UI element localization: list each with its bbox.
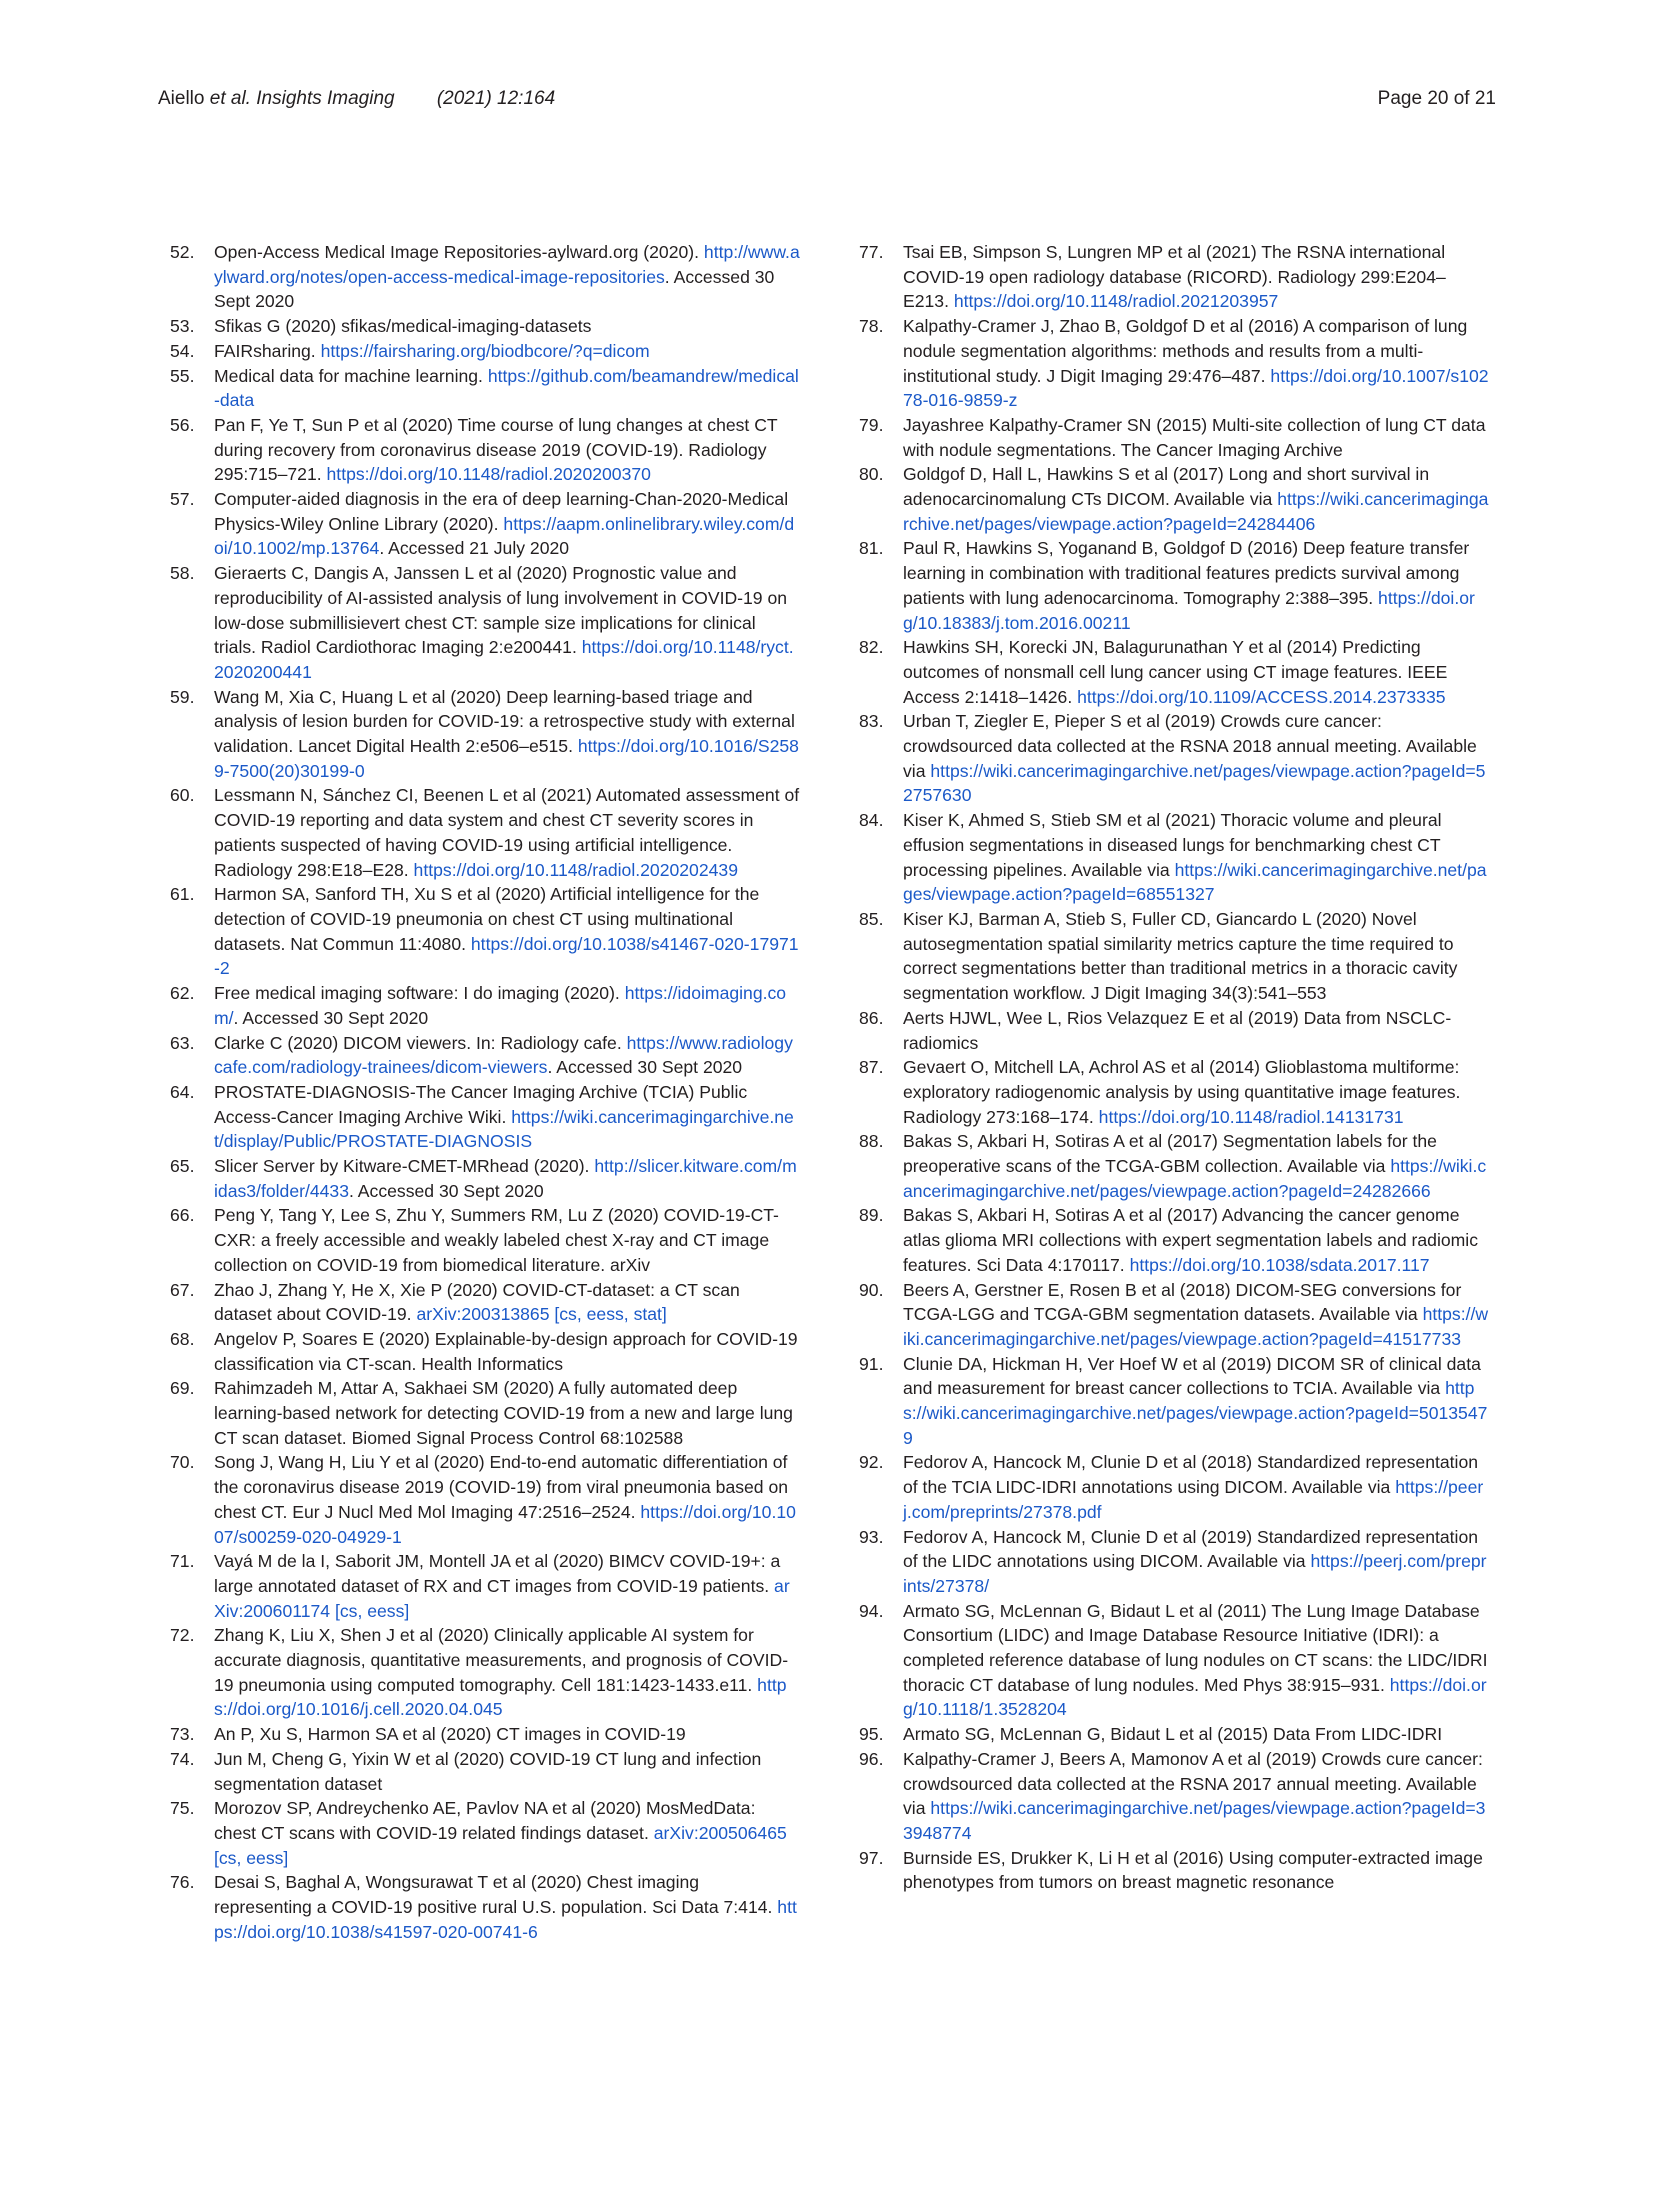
- reference-number: 86.: [859, 1007, 884, 1028]
- reference-text: Bakas S, Akbari H, Sotiras A et al (2017) Advancing the cancer genome atlas glioma MRI collections with expert segmentation labels and radiomic features. Sci Data 4:170117.: [903, 1205, 1479, 1275]
- reference-item: [859, 635, 1489, 709]
- reference-link[interactable]: https://doi.org/10.1038/s41597-020-00741-6: [214, 1897, 797, 1942]
- reference-number: 93.: [859, 1526, 884, 1547]
- reference-item: [170, 339, 800, 364]
- reference-link[interactable]: https://doi.org/10.1118/1.3528204: [903, 1674, 1487, 1720]
- reference-link[interactable]: https://doi.org/10.1109/ACCESS.2014.2373335: [1077, 686, 1446, 707]
- reference-suffix: . Accessed 30 Sept 2020: [214, 266, 775, 312]
- reference-link[interactable]: https://wiki.cancerimagingarchive.net/pages/viewpage.action?pageId=52757630: [903, 760, 1486, 806]
- reference-number: 70.: [170, 1452, 195, 1473]
- reference-text: Gevaert O, Mitchell LA, Achrol AS et al (2014) Glioblastoma multiforme: exploratory radiogenomic analysis by using quantitative image features. Radiology 273:168–174.: [903, 1057, 1461, 1127]
- reference-text: Gieraerts C, Dangis A, Janssen L et al (2020) Prognostic value and reproducibility of AI-assisted analysis of lung involvement in COVID-19 on low-dose submillisievert chest CT: sample size implications for clinical trials. Radiol Cardiothorac Imaging 2:e200441.: [214, 563, 788, 658]
- reference-text: Computer-aided diagnosis in the era of deep learning-Chan-2020-Medical Physics-Wiley Online Library (2020).: [214, 489, 789, 534]
- reference-item: [859, 709, 1489, 808]
- reference-suffix: . Accessed 21 July 2020: [379, 538, 570, 559]
- reference-number: 66.: [170, 1205, 195, 1226]
- reference-link[interactable]: https://doi.org/10.1148/radiol.2020200370: [326, 464, 651, 485]
- reference-link[interactable]: https://fairsharing.org/biodbcore/?q=dicom: [320, 340, 650, 361]
- reference-text: Song J, Wang H, Liu Y et al (2020) End-to-end automatic differentiation of the coronavirus disease 2019 (COVID-19) from viral pneumonia based on chest CT. Eur J Nucl Med Mol Imaging 47:2516–2524.: [214, 1452, 789, 1522]
- reference-link[interactable]: https://doi.org/10.1148/radiol.14131731: [1098, 1106, 1404, 1127]
- reference-link[interactable]: arXiv:200601174 [cs, eess]: [214, 1575, 790, 1621]
- reference-number: 58.: [170, 563, 195, 584]
- reference-number: 52.: [170, 242, 195, 262]
- reference-number: 74.: [170, 1748, 195, 1769]
- reference-number: 72.: [170, 1625, 195, 1646]
- reference-text: Zhao J, Zhang Y, He X, Xie P (2020) COVID-CT-dataset: a CT scan dataset about COVID-19.: [214, 1279, 740, 1325]
- reference-item: [170, 314, 800, 339]
- reference-text: Jun M, Cheng G, Yixin W et al (2020) COVID-19 CT lung and infection segmentation dataset: [214, 1748, 762, 1794]
- reference-link[interactable]: https://aapm.onlinelibrary.wiley.com/doi/10.1002/mp.13764: [214, 513, 795, 559]
- reference-link[interactable]: https://idoimaging.com/: [214, 983, 787, 1028]
- reference-text: Peng Y, Tang Y, Lee S, Zhu Y, Summers RM, Lu Z (2020) COVID-19-CT-CXR: a freely accessible and weakly labeled chest X-ray and CT image collection on COVID-19 from biomedical literature. arXiv: [214, 1205, 779, 1275]
- reference-item: [170, 1722, 800, 1747]
- reference-text: Morozov SP, Andreychenko AE, Pavlov NA et al (2020) MosMedData: chest CT scans with COVID-19 related findings dataset.: [214, 1798, 756, 1843]
- reference-item: [859, 1747, 1489, 1846]
- reference-text: Goldgof D, Hall L, Hawkins S et al (2017) Long and short survival in adenocarcinomalung CTs DICOM. Available via: [903, 464, 1430, 510]
- reference-number: 92.: [859, 1452, 884, 1473]
- reference-link[interactable]: arXiv:200506465 [cs, eess]: [214, 1823, 787, 1868]
- reference-number: 81.: [859, 538, 884, 559]
- reference-number: 88.: [859, 1131, 884, 1152]
- reference-number: 57.: [170, 489, 195, 510]
- reference-link[interactable]: https://doi.org/10.1038/s41467-020-17971-2: [214, 933, 799, 979]
- header-volume: (2021) 12:164: [436, 88, 556, 109]
- header-etal: et al.: [209, 88, 251, 109]
- reference-link[interactable]: https://doi.org/10.1016/S2589-7500(20)30199-0: [214, 736, 799, 781]
- reference-number: 97.: [859, 1847, 884, 1868]
- reference-number: 55.: [170, 365, 195, 386]
- reference-text: Burnside ES, Drukker K, Li H et al (2016) Using computer-extracted image phenotypes from tumors on breast magnetic resonance: [903, 1847, 1483, 1893]
- reference-item: [170, 561, 800, 685]
- reference-number: 64.: [170, 1081, 195, 1102]
- reference-number: 90.: [859, 1279, 884, 1300]
- reference-item: [170, 1747, 800, 1796]
- reference-item: [170, 783, 800, 882]
- reference-text: Free medical imaging software: I do imaging (2020).: [214, 983, 625, 1004]
- reference-text: Desai S, Baghal A, Wongsurawat T et al (2020) Chest imaging representing a COVID-19 positive rural U.S. population. Sci Data 7:414.: [214, 1872, 778, 1918]
- reference-text: Urban T, Ziegler E, Pieper S et al (2019) Crowds cure cancer: crowdsourced data collected at the RSNA 2018 annual meeting. Available via: [903, 711, 1477, 781]
- reference-item: [859, 240, 1489, 314]
- reference-item: [859, 1278, 1489, 1352]
- reference-number: 65.: [170, 1156, 195, 1177]
- reference-number: 95.: [859, 1724, 884, 1745]
- reference-item: [170, 1796, 800, 1870]
- reference-number: 91.: [859, 1353, 884, 1374]
- reference-link[interactable]: https://www.radiologycafe.com/radiology-trainees/dicom-viewers: [214, 1032, 793, 1078]
- reference-link[interactable]: https://wiki.cancerimagingarchive.net/display/Public/PROSTATE-DIAGNOSIS: [214, 1106, 794, 1152]
- reference-item: [859, 1450, 1489, 1524]
- reference-item: [170, 981, 800, 1030]
- reference-item: [170, 1154, 800, 1203]
- reference-link[interactable]: http://slicer.kitware.com/midas3/folder/4433: [214, 1156, 797, 1201]
- reference-item: [859, 1129, 1489, 1203]
- reference-item: [859, 462, 1489, 536]
- running-title: [158, 88, 555, 110]
- reference-link[interactable]: https://wiki.cancerimagingarchive.net/pages/viewpage.action?pageId=24282666: [903, 1156, 1487, 1201]
- reference-item: [170, 1376, 800, 1450]
- reference-text: Zhang K, Liu X, Shen J et al (2020) Clinically applicable AI system for accurate diagnosis, quantitative measurements, and prognosis of COVID-19 pneumonia using computed tomography. Cell 181:1423-1433.e11.: [214, 1625, 789, 1695]
- reference-number: 78.: [859, 316, 884, 337]
- reference-number: 60.: [170, 785, 195, 806]
- reference-suffix: . Accessed 30 Sept 2020: [233, 1007, 429, 1028]
- reference-text: Vayá M de la I, Saborit JM, Montell JA et al (2020) BIMCV COVID-19+: a large annotated dataset of RX and CT images from COVID-19 patients.: [214, 1551, 781, 1596]
- reference-number: 79.: [859, 414, 884, 435]
- reference-text: Clarke C (2020) DICOM viewers. In: Radiology cafe.: [214, 1032, 627, 1053]
- reference-number: 87.: [859, 1057, 884, 1078]
- reference-number: 59.: [170, 686, 195, 707]
- reference-item: [859, 1055, 1489, 1129]
- header-journal: Insights Imaging: [256, 88, 395, 109]
- reference-text: Fedorov A, Hancock M, Clunie D et al (2018) Standardized representation of the TCIA LIDC-IDRI annotations using DICOM. Available via: [903, 1452, 1479, 1498]
- reference-text: Open-Access Medical Image Repositories-aylward.org (2020).: [214, 242, 704, 262]
- reference-suffix: . Accessed 30 Sept 2020: [547, 1057, 743, 1078]
- reference-link[interactable]: https://doi.org/10.1148/ryct.2020200441: [214, 637, 794, 682]
- reference-number: 56.: [170, 414, 195, 435]
- reference-number: 76.: [170, 1872, 195, 1893]
- reference-item: [170, 1080, 800, 1154]
- reference-text: Hawkins SH, Korecki JN, Balagurunathan Y et al (2014) Predicting outcomes of nonsmall cell lung cancer using CT image features. IEEE Access 2:1418–1426.: [903, 637, 1448, 707]
- reference-item: [170, 413, 800, 487]
- reference-item: [859, 907, 1489, 1006]
- reference-number: 96.: [859, 1748, 884, 1769]
- reference-link[interactable]: https://doi.org/10.1007/s00259-020-04929-1: [214, 1501, 796, 1547]
- reference-item: [170, 1327, 800, 1376]
- reference-item: [170, 487, 800, 561]
- reference-text: Medical data for machine learning.: [214, 365, 488, 386]
- reference-item: [859, 1525, 1489, 1599]
- reference-text: PROSTATE-DIAGNOSIS-The Cancer Imaging Archive (TCIA) Public Access-Cancer Imaging Archive Wiki.: [214, 1081, 748, 1127]
- reference-number: 67.: [170, 1279, 195, 1300]
- reference-number: 71.: [170, 1551, 195, 1572]
- reference-link[interactable]: https://doi.org/10.1007/s10278-016-9859-z: [903, 365, 1489, 411]
- reference-text: An P, Xu S, Harmon SA et al (2020) CT images in COVID-19: [214, 1724, 686, 1745]
- reference-item: [859, 413, 1489, 462]
- reference-text: Slicer Server by Kitware-CMET-MRhead (2020).: [214, 1156, 595, 1177]
- reference-number: 68.: [170, 1328, 195, 1349]
- reference-item: [859, 314, 1489, 413]
- reference-text: Harmon SA, Sanford TH, Xu S et al (2020) Artificial intelligence for the detection of COVID-19 pneumonia on chest CT using multinational datasets. Nat Commun 11:4080.: [214, 884, 760, 954]
- page-number: Page 20 of 21: [1377, 88, 1496, 109]
- reference-item: [170, 364, 800, 413]
- references-right-column: [859, 240, 1489, 1895]
- header-authors: Aiello: [158, 88, 205, 109]
- reference-number: 53.: [170, 316, 195, 337]
- reference-item: [859, 808, 1489, 907]
- reference-item: [859, 1203, 1489, 1277]
- reference-number: 61.: [170, 884, 195, 905]
- page-header: [158, 88, 1496, 118]
- reference-link[interactable]: https://doi.org/10.1148/radiol.2021203957: [953, 291, 1279, 312]
- reference-text: Bakas S, Akbari H, Sotiras A et al (2017) Segmentation labels for the preoperative scans of the TCGA-GBM collection. Available via: [903, 1131, 1437, 1177]
- reference-number: 85.: [859, 908, 884, 929]
- reference-number: 77.: [859, 242, 884, 262]
- reference-text: Pan F, Ye T, Sun P et al (2020) Time course of lung changes at chest CT during recovery from coronavirus disease 2019 (COVID-19). Radiology 295:715–721.: [214, 414, 778, 485]
- reference-number: 94.: [859, 1600, 884, 1621]
- reference-text: Jayashree Kalpathy-Cramer SN (2015) Multi-site collection of lung CT data with nodule segmentations. The Cancer Imaging Archive: [903, 414, 1486, 460]
- reference-text: Clunie DA, Hickman H, Ver Hoef W et al (2019) DICOM SR of clinical data and measurement for breast cancer collections to TCIA. Available via: [903, 1353, 1481, 1399]
- reference-item: [859, 1722, 1489, 1747]
- reference-link[interactable]: https://peerj.com/preprints/27378.pdf: [903, 1477, 1484, 1522]
- reference-number: 75.: [170, 1798, 195, 1819]
- reference-item: [170, 685, 800, 784]
- reference-text: Rahimzadeh M, Attar A, Sakhaei SM (2020) A fully automated deep learning-based network for detecting COVID-19 from a new and large lung CT scan dataset. Biomed Signal Process Control 68:102588: [214, 1378, 793, 1448]
- reference-text: Kiser KJ, Barman A, Stieb S, Fuller CD, Giancardo L (2020) Novel autosegmentation spatial similarity metrics capture the time required to correct segmentations better than traditional metrics in a thoracic cavity segmentation workflow. J Digit Imaging 34(3):541–553: [903, 908, 1458, 1004]
- reference-link[interactable]: https://wiki.cancerimagingarchive.net/pages/viewpage.action?pageId=41517733: [903, 1304, 1489, 1349]
- reference-link[interactable]: https://wiki.cancerimagingarchive.net/pages/viewpage.action?pageId=24284406: [903, 489, 1489, 534]
- reference-number: 63.: [170, 1032, 195, 1053]
- reference-link[interactable]: https://wiki.cancerimagingarchive.net/pages/viewpage.action?pageId=50135479: [903, 1378, 1488, 1448]
- reference-text: Lessmann N, Sánchez CI, Beenen L et al (2021) Automated assessment of COVID-19 reporting and data system and chest CT severity scores in patients suspected of having COVID-19 using artificial intelligence. Radiology 298:E18–E28.: [214, 785, 800, 880]
- reference-text: Tsai EB, Simpson S, Lungren MP et al (2021) The RSNA international COVID-19 open radiology database (RICORD). Radiology 299:E204–E213.: [903, 242, 1446, 312]
- reference-item: [170, 240, 800, 314]
- reference-text: Kiser K, Ahmed S, Stieb SM et al (2021) Thoracic volume and pleural effusion segmentations in diseased lungs for benchmarking chest CT processing pipelines. Available via: [903, 810, 1442, 880]
- reference-item: [170, 1870, 800, 1944]
- reference-item: [170, 1031, 800, 1080]
- reference-text: Armato SG, McLennan G, Bidaut L et al (2011) The Lung Image Database Consortium (LIDC) and Image Database Resource Initiative (IDRI): a completed reference database of lung nodules on CT scans: the LIDC/IDRI thoracic CT database of lung nodules. Med Phys 38:915–931.: [903, 1600, 1488, 1695]
- reference-item: [859, 1006, 1489, 1055]
- reference-item: [170, 1450, 800, 1549]
- reference-item: [170, 1623, 800, 1722]
- reference-item: [859, 1846, 1489, 1895]
- reference-number: 80.: [859, 464, 884, 485]
- reference-number: 82.: [859, 637, 884, 658]
- reference-link[interactable]: https://doi.org/10.18383/j.tom.2016.00211: [903, 587, 1475, 633]
- reference-text: Armato SG, McLennan G, Bidaut L et al (2015) Data From LIDC-IDRI: [903, 1724, 1443, 1745]
- reference-number: 69.: [170, 1378, 195, 1399]
- reference-text: Beers A, Gerstner E, Rosen B et al (2018) DICOM-SEG conversions for TCGA-LGG and TCGA-GBM segmentation datasets. Available via: [903, 1279, 1462, 1325]
- reference-link[interactable]: https://doi.org/10.1038/sdata.2017.117: [1129, 1254, 1430, 1275]
- reference-text: Kalpathy-Cramer J, Beers A, Mamonov A et al (2019) Crowds cure cancer: crowdsourced data collected at the RSNA 2017 annual meeting. Available via: [903, 1748, 1483, 1819]
- reference-number: 62.: [170, 983, 195, 1004]
- reference-text: Angelov P, Soares E (2020) Explainable-by-design approach for COVID-19 classification via CT-scan. Health Informatics: [214, 1328, 798, 1374]
- reference-text: Kalpathy-Cramer J, Zhao B, Goldgof D et al (2016) A comparison of lung nodule segmentation algorithms: methods and results from a multi-institutional study. J Digit Imaging 29:476–487.: [903, 316, 1468, 386]
- reference-item: [859, 1352, 1489, 1451]
- reference-link[interactable]: arXiv:200313865 [cs, eess, stat]: [416, 1304, 667, 1325]
- reference-link[interactable]: https://wiki.cancerimagingarchive.net/pages/viewpage.action?pageId=68551327: [903, 859, 1487, 905]
- reference-item: [170, 1278, 800, 1327]
- reference-link[interactable]: https://peerj.com/preprints/27378/: [903, 1551, 1487, 1596]
- reference-item: [859, 1599, 1489, 1723]
- reference-text: Wang M, Xia C, Huang L et al (2020) Deep learning-based triage and analysis of lesion burden for COVID-19: a retrospective study with external validation. Lancet Digital Health 2:e506–e515.: [214, 686, 795, 757]
- reference-link[interactable]: https://doi.org/10.1016/j.cell.2020.04.045: [214, 1674, 787, 1720]
- reference-number: 73.: [170, 1724, 195, 1745]
- references-left-column: [170, 240, 800, 1945]
- reference-link[interactable]: https://doi.org/10.1148/radiol.2020202439: [413, 859, 738, 880]
- reference-item: [170, 1203, 800, 1277]
- reference-item: [170, 882, 800, 981]
- reference-number: 84.: [859, 810, 884, 831]
- reference-text: FAIRsharing.: [214, 340, 321, 361]
- reference-suffix: . Accessed 30 Sept 2020: [349, 1180, 544, 1201]
- reference-text: Fedorov A, Hancock M, Clunie D et al (2019) Standardized representation of the LIDC annotations using DICOM. Available via: [903, 1526, 1479, 1572]
- reference-item: [170, 1549, 800, 1623]
- reference-text: Paul R, Hawkins S, Yoganand B, Goldgof D (2016) Deep feature transfer learning in combination with traditional features predicts survival among patients with lung adenocarcinoma. Tomography 2:388–395.: [903, 538, 1470, 608]
- reference-link[interactable]: https://wiki.cancerimagingarchive.net/pages/viewpage.action?pageId=33948774: [903, 1798, 1486, 1843]
- reference-number: 83.: [859, 711, 884, 732]
- reference-text: Sfikas G (2020) sfikas/medical-imaging-datasets: [214, 316, 592, 337]
- reference-link[interactable]: http://www.aylward.org/notes/open-access-medical-image-repositories: [214, 242, 800, 287]
- reference-link[interactable]: https://github.com/beamandrew/medical-data: [214, 365, 799, 411]
- reference-number: 89.: [859, 1205, 884, 1226]
- reference-number: 54.: [170, 340, 195, 361]
- reference-item: [859, 536, 1489, 635]
- reference-text: Aerts HJWL, Wee L, Rios Velazquez E et al (2019) Data from NSCLC-radiomics: [903, 1007, 1452, 1053]
